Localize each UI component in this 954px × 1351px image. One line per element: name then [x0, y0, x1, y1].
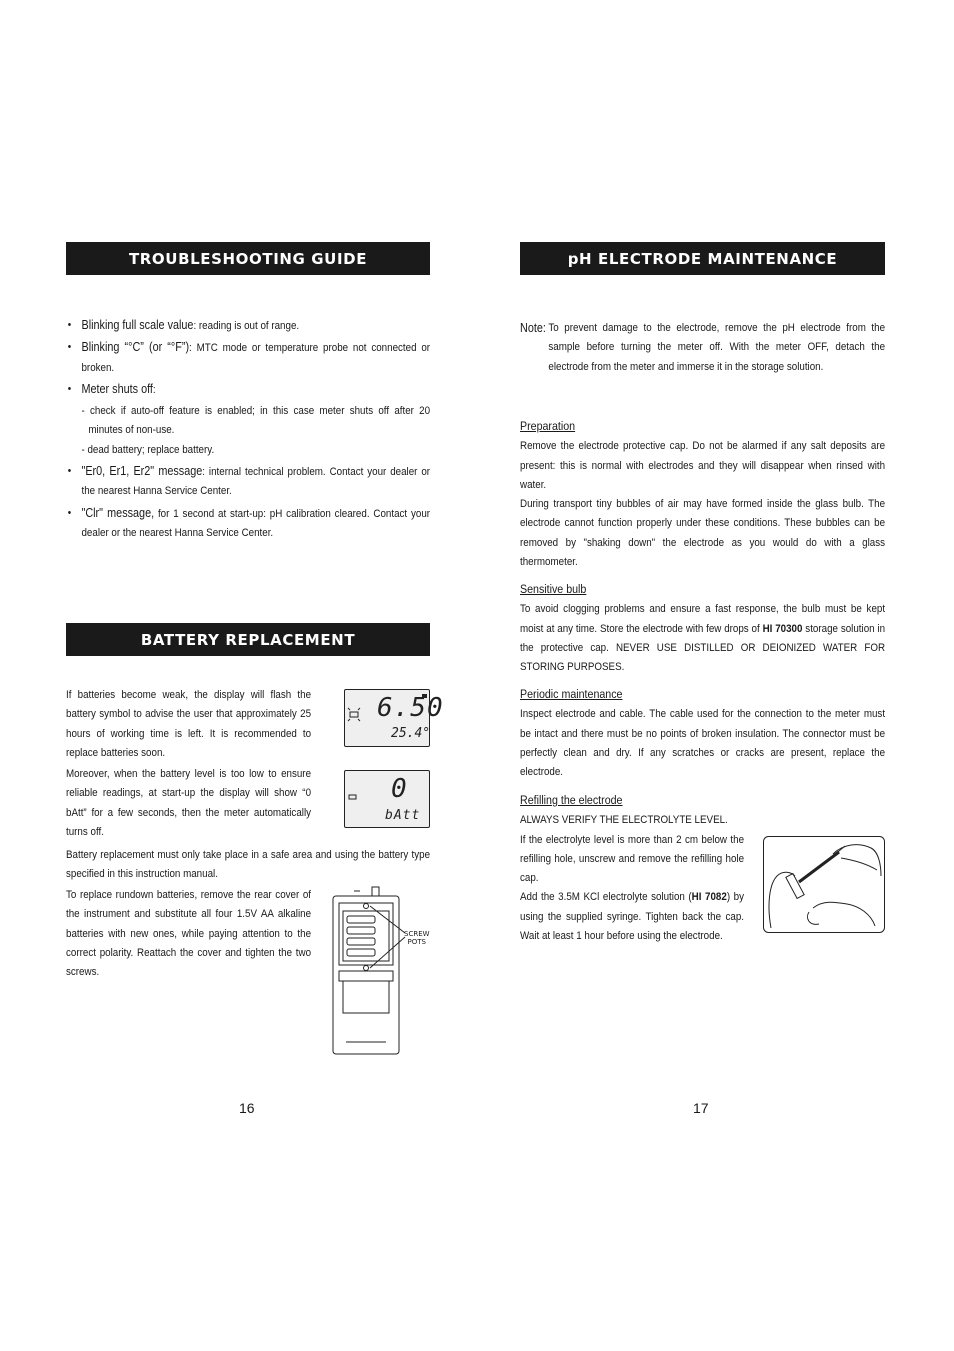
- paragraph: Add the 3.5M KCl electrolyte solution (HI 7082) by using the supplied syringe. Tighten back the cap. Wait at least 1 hour before using the electrode.: [520, 891, 745, 943]
- paragraph: During transport tiny bubbles of air may have formed inside the glass bulb. The electrode cannot function properly under these conditions. These bubbles can be removed by "shaking down" the electrode as you would do with a glass thermometer.: [520, 498, 886, 569]
- periodic-section: [520, 685, 885, 782]
- list-item: • Meter shuts off:: [67, 381, 156, 396]
- refill-syringe-illustration: [763, 836, 885, 933]
- screw-pots-label: SCREW POTS: [404, 930, 430, 946]
- paragraph: If batteries become weak, the display will flash the battery symbol to advise the user that approximately 25 hours of working time is left. It is recommended to replace batteries soon.: [66, 689, 312, 759]
- sensitive-bulb-section: [520, 580, 885, 677]
- lcd-temperature-reading: 25.4°: [391, 726, 431, 741]
- note-label: Note:: [520, 321, 546, 335]
- refill-heading: Refilling the electrode: [520, 793, 623, 807]
- list-item: • Blinking full scale value: reading is out of range.: [67, 318, 300, 332]
- note-block: [520, 319, 885, 377]
- paragraph: Battery replacement must only take place in a safe area and using the battery type specified in this instruction manual.: [66, 849, 431, 881]
- electrode-maintenance-heading: pH ELECTRODE MAINTENANCE: [520, 242, 885, 275]
- right-page: [520, 0, 885, 1351]
- meter-rear-diagram: [330, 885, 440, 1057]
- paragraph: To replace rundown batteries, remove the rear cover of the instrument and substitute all four 1.5V AA alkaline batteries with new ones, while paying attention to the correct polarity. Reattach the cover and tighten the two screws.: [66, 889, 312, 979]
- product-code: HI 70300: [762, 622, 803, 635]
- product-code: HI 7082: [691, 891, 727, 904]
- page-number: 16: [239, 1100, 255, 1116]
- lcd-batt-text: bAtt: [385, 808, 421, 823]
- list-item: • "Er0, Er1, Er2" message: internal technical problem. Contact your dealer or the nearest Hanna Service Center.: [67, 464, 431, 498]
- paragraph: Moreover, when the battery level is too low to ensure reliable readings, at start-up the display will show “0 bAtt” for a few seconds, then the meter automatically turns off.: [66, 768, 312, 839]
- shutoff-sublist: [66, 402, 430, 460]
- paragraph: To avoid clogging problems and ensure a fast response, the bulb must be kept moist at any time. Store the electrode with few drops of HI 70300 storage solution in the protective cap. NEVER USE DISTILLED OR DEIONIZED WATER FOR STORING PURPOSES.: [520, 603, 886, 674]
- list-item: - dead battery; replace battery.: [81, 443, 215, 456]
- refilling-section: [520, 791, 744, 946]
- paragraph: ALWAYS VERIFY THE ELECTROLYTE LEVEL.: [520, 814, 728, 827]
- paragraph: Inspect electrode and cable. The cable used for the connection to the meter must be intact and there must be no points of broken insulation. The connector must be perfectly clean and dry. If any scratches or cracks are present, replace the electrode.: [520, 708, 886, 779]
- list-item: - check if auto-off feature is enabled; in this case meter shuts off after 20 minutes of non-use.: [81, 405, 431, 437]
- preparation-section: [520, 417, 885, 572]
- left-page: [66, 0, 444, 1351]
- battery-text-c: [66, 886, 311, 982]
- lcd-main-reading: 0: [391, 774, 407, 804]
- list-item: • "Clr" message, for 1 second at start-up: pH calibration cleared. Contact your dealer or the nearest Hanna Service Center.: [67, 505, 431, 539]
- battery-text-a: [66, 686, 311, 842]
- troubleshooting-list: [66, 316, 430, 545]
- lcd-main-reading: 6.50: [377, 693, 444, 723]
- paragraph: Remove the electrode protective cap. Do not be alarmed if any salt deposits are present: this is normal with electrodes and they will disappear when rinsed with water.: [520, 440, 886, 491]
- page-number: 17: [693, 1100, 709, 1116]
- list-item: • Blinking “°C” (or “°F”): MTC mode or temperature probe not connected or broken.: [67, 340, 431, 374]
- troubleshooting-heading: TROUBLESHOOTING GUIDE: [66, 242, 430, 275]
- paragraph: If the electrolyte level is more than 2 cm below the refilling hole, unscrew and remove the refilling hole cap.: [520, 833, 745, 885]
- battery-text-b: [66, 846, 430, 885]
- lcd-display-low-battery: [344, 689, 444, 747]
- bulb-heading: Sensitive bulb: [520, 582, 587, 596]
- preparation-heading: Preparation: [520, 419, 576, 433]
- periodic-heading: Periodic maintenance: [520, 687, 623, 701]
- note-text: To prevent damage to the electrode, remove the pH electrode from the sample before turning the meter off. With the meter OFF, detach the electrode from the meter and immerse it in the storage solution.: [548, 322, 886, 373]
- battery-heading: BATTERY REPLACEMENT: [66, 623, 430, 656]
- lcd-display-batt: [344, 770, 430, 828]
